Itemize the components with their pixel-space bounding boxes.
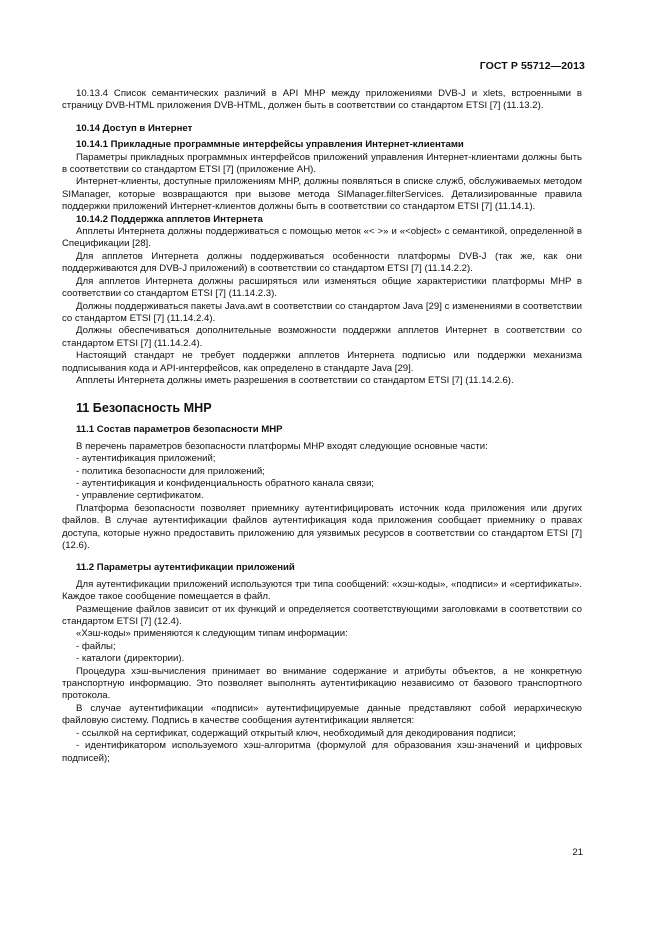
heading-10-14: 10.14 Доступ в Интернет — [76, 122, 193, 134]
paragraph: Платформа безопасности позволяет приемнику аутентифицировать источник кода приложения или других файлов. В случае аутентификации файлов аутентификация кода приложения сообщает приемнику о правах доступа, которые нужно предоставить приложению для уязвимых ресурсов в соответствии со стандартом ETSI [7] (12.6). — [62, 502, 582, 551]
list-item: - файлы; — [76, 640, 116, 652]
paragraph: Должны поддерживаться пакеты Java.awt в соответствии со стандартом Java [29] с изменениями в соответствии со стандартом ETSI [7] (11.14.2.4). — [62, 300, 582, 324]
list-item: - политика безопасности для приложений; — [76, 465, 265, 477]
list-item: - ссылкой на сертификат, содержащий открытый ключ, необходимый для декодирования подписи; — [76, 727, 516, 739]
paragraph: Апплеты Интернета должны поддерживаться с помощью меток «< >» и «<object» с семантикой, определенной в Спецификации [28]. — [62, 226, 582, 250]
paragraph: Должны обеспечиваться дополнительные возможности поддержки апплетов Интернет в соответствии со стандартом ETSI [7] (11.14.2.4). — [62, 325, 582, 349]
document-body — [62, 88, 582, 765]
paragraph: Процедура хэш-вычисления принимает во внимание содержание и атрибуты объектов, а не конкретную транспортную информацию. Это позволяет выполнять аутентификацию независимо от базового транспортного протокола. — [62, 665, 582, 702]
list-item: - идентификатором используемого хэш-алгоритма (формулой для образования хэш-значений и цифровых подписей); — [62, 740, 582, 764]
paragraph: Интернет-клиенты, доступные приложениям MHP, должны появляться в списке служб, обслуживаемых методом SIManager, которые возвращаются при вызове метода SIManager.filterServices. Детализированные правила поддержки приложений Интернет-клиентов должны быть в соответствии со стандартом ETSI [7] (11.14.1). — [62, 176, 582, 213]
paragraph: «Хэш-коды» применяются к следующим типам информации: — [76, 628, 348, 640]
paragraph: Для аутентификации приложений используются три типа сообщений: «хэш-коды», «подписи» и «сертификаты». Каждое такое сообщение помещается в файл. — [62, 578, 582, 603]
heading-11-1: 11.1 Состав параметров безопасности MHP — [76, 424, 283, 436]
heading-11: 11 Безопасность MHP — [76, 401, 212, 416]
list-item: - аутентификация приложений; — [76, 453, 216, 465]
document-header: ГОСТ Р 55712—2013 — [479, 60, 585, 72]
paragraph: В случае аутентификации «подписи» аутентифицируемые данные представляют собой иерархическую файловую систему. Подпись в качестве сообщения аутентификации является: — [62, 702, 582, 727]
paragraph: Параметры прикладных программных интерфейсов приложений управления Интернет-клиентами должны быть в соответствии со стандартом ETSI [7] (приложение AH). — [62, 151, 582, 176]
paragraph: Настоящий стандарт не требует поддержки апплетов Интернета подписью или поддержки механизма подписывания кода и API-интерфейсов, как определено в стандарте Java [29]. — [62, 350, 582, 374]
list-item: - аутентификация и конфиденциальность обратного канала связи; — [76, 477, 374, 489]
heading-10-14-2: 10.14.2 Поддержка апплетов Интернета — [76, 213, 263, 225]
paragraph: Для апплетов Интернета должны расширяться или изменяться общие характеристики платформы MHP в соответствии со стандартом ETSI [7] (11.14.2.3). — [62, 275, 582, 300]
paragraph: Для апплетов Интернета должны поддерживаться особенности платформы DVB-J (так же, как они поддерживаются для DVB-J приложений) в соответствии со стандартом ETSI [7] (11.14.2.2). — [62, 250, 582, 275]
paragraph: Размещение файлов зависит от их функций и определяется соответствующими заголовками в соответствии со стандартом ETSI [7] (12.4). — [62, 603, 582, 628]
paragraph: Апплеты Интернета должны иметь разрешения в соответствии со стандартом ETSI [7] (11.14.2.6). — [76, 374, 514, 386]
list-item: - управление сертификатом. — [76, 490, 204, 502]
paragraph-10-13-4: 10.13.4 Список семантических различий в API MHP между приложениями DVB-J и xlets, встроенными в страницу DVB-HTML приложения DVB-HTML, должен быть в соответствии со стандартом ETSI [7] (11.13.2). — [62, 88, 582, 112]
heading-11-2: 11.2 Параметры аутентификации приложений — [76, 562, 295, 574]
page-number: 21 — [572, 847, 583, 858]
heading-10-14-1: 10.14.1 Прикладные программные интерфейсы управления Интернет-клиентами — [76, 139, 464, 151]
paragraph: В перечень параметров безопасности платформы MHP входят следующие основные части: — [76, 440, 488, 452]
list-item: - каталоги (директории). — [76, 653, 185, 665]
